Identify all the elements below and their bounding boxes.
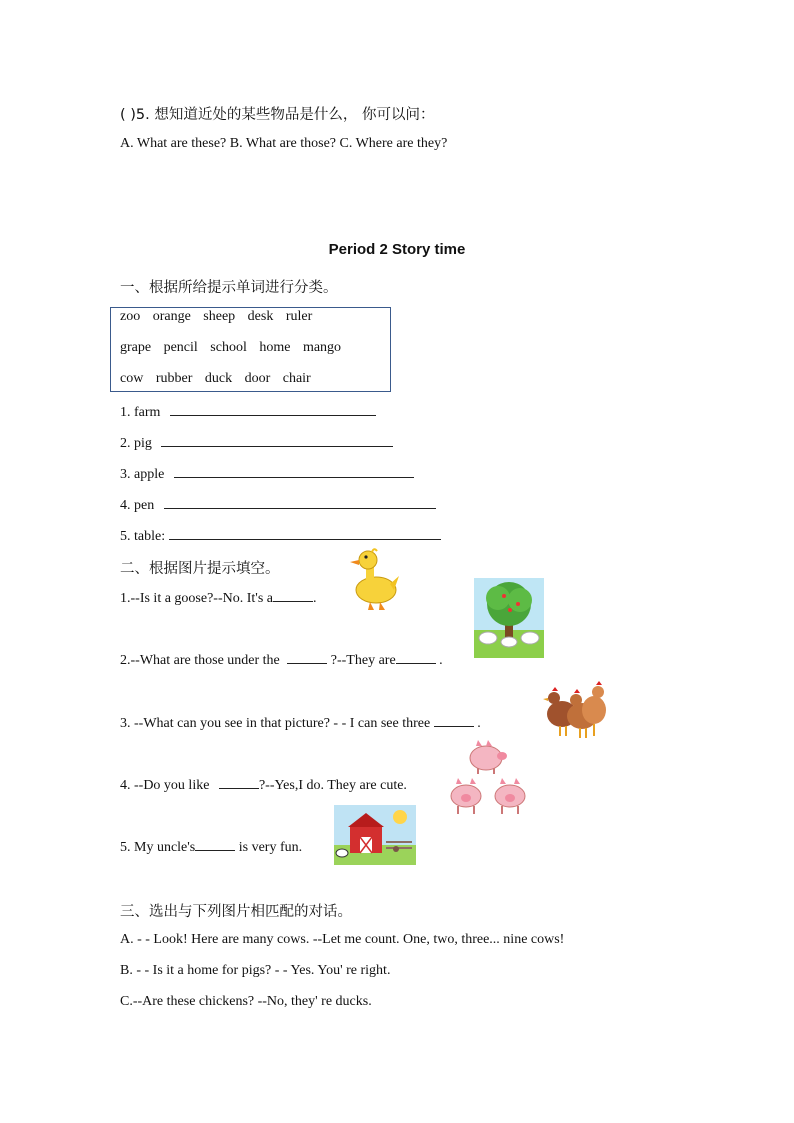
- match-option-a: A. - - Look! Here are many cows. --Let me count. One, two, three... nine cows!: [120, 932, 565, 947]
- pigs-icon: [442, 738, 532, 822]
- farm-icon: [334, 805, 416, 865]
- fill-q1-text: 1.--Is it a goose?--No. It's a: [120, 591, 273, 606]
- fill-q3-end: .: [477, 716, 481, 731]
- classify-blank-5[interactable]: [169, 526, 441, 540]
- fill-blank-2b[interactable]: [396, 651, 436, 664]
- fill-q2-text: 2.--What are those under the: [120, 653, 280, 668]
- classify-item-4: [120, 495, 436, 514]
- section2-heading: 二、根据图片提示填空。: [120, 561, 280, 577]
- fill-blank-3[interactable]: [434, 714, 474, 727]
- fill-q2-end: .: [439, 653, 443, 668]
- word-row-1: zoo orange sheep desk ruler: [120, 309, 313, 324]
- fill-question-2: [120, 651, 443, 669]
- classify-label-5: 5. table:: [120, 529, 166, 544]
- fill-q4-text: 4. --Do you like: [120, 778, 210, 793]
- fill-q5-end: is very fun.: [238, 840, 303, 855]
- match-option-b: B. - - Is it a home for pigs? - - Yes. You' re right.: [120, 963, 391, 978]
- classify-blank-2[interactable]: [161, 433, 393, 447]
- fill-question-1: [120, 589, 316, 607]
- chickens-icon: [540, 678, 608, 740]
- fill-q5-text: 5. My uncle's: [120, 840, 196, 855]
- fill-blank-1[interactable]: [273, 589, 313, 602]
- fill-q2-mid: ?--They are: [330, 653, 396, 668]
- fill-question-5: [120, 838, 302, 856]
- page-title: Period 2 Story time: [328, 241, 466, 258]
- classify-label-2: 2. pig: [120, 436, 152, 451]
- word-box: [110, 307, 391, 392]
- fill-blank-5[interactable]: [195, 838, 235, 851]
- word-row-3: cow rubber duck door chair: [120, 371, 311, 386]
- classify-blank-4[interactable]: [164, 495, 436, 509]
- fill-question-3: [120, 714, 481, 732]
- answer-paren: ( )5.: [120, 107, 150, 123]
- match-option-c: C.--Are these chickens? --No, they' re ducks.: [120, 994, 372, 1009]
- classify-label-3: 3. apple: [120, 467, 165, 482]
- classify-item-1: [120, 402, 376, 421]
- classify-label-1: 1. farm: [120, 405, 161, 420]
- fill-q3-text: 3. --What can you see in that picture? - - I can see three: [120, 716, 431, 731]
- fill-q1-end: .: [312, 591, 317, 606]
- word-row-2: grape pencil school home mango: [120, 340, 342, 355]
- duck-icon: [346, 548, 400, 612]
- classify-item-2: [120, 433, 393, 452]
- fill-q4-end: ?--Yes,I do. They are cute.: [258, 778, 407, 793]
- question-5-text: 想知道近处的某些物品是什么， 你可以问：: [154, 107, 435, 123]
- classify-item-5: [120, 526, 441, 545]
- classify-item-3: [120, 464, 414, 483]
- fill-question-4: [120, 776, 407, 794]
- tree-sheep-icon: [474, 578, 544, 658]
- classify-blank-3[interactable]: [174, 464, 414, 478]
- question-5: [120, 103, 434, 124]
- section3-heading: 三、选出与下列图片相匹配的对话。: [120, 904, 352, 920]
- section1-heading: 一、根据所给提示单词进行分类。: [120, 280, 338, 296]
- classify-label-4: 4. pen: [120, 498, 155, 513]
- question-5-options: A. What are these? B. What are those? C. Where are they?: [120, 136, 448, 151]
- fill-blank-4[interactable]: [219, 776, 259, 789]
- fill-blank-2a[interactable]: [287, 651, 327, 664]
- classify-blank-1[interactable]: [170, 402, 376, 416]
